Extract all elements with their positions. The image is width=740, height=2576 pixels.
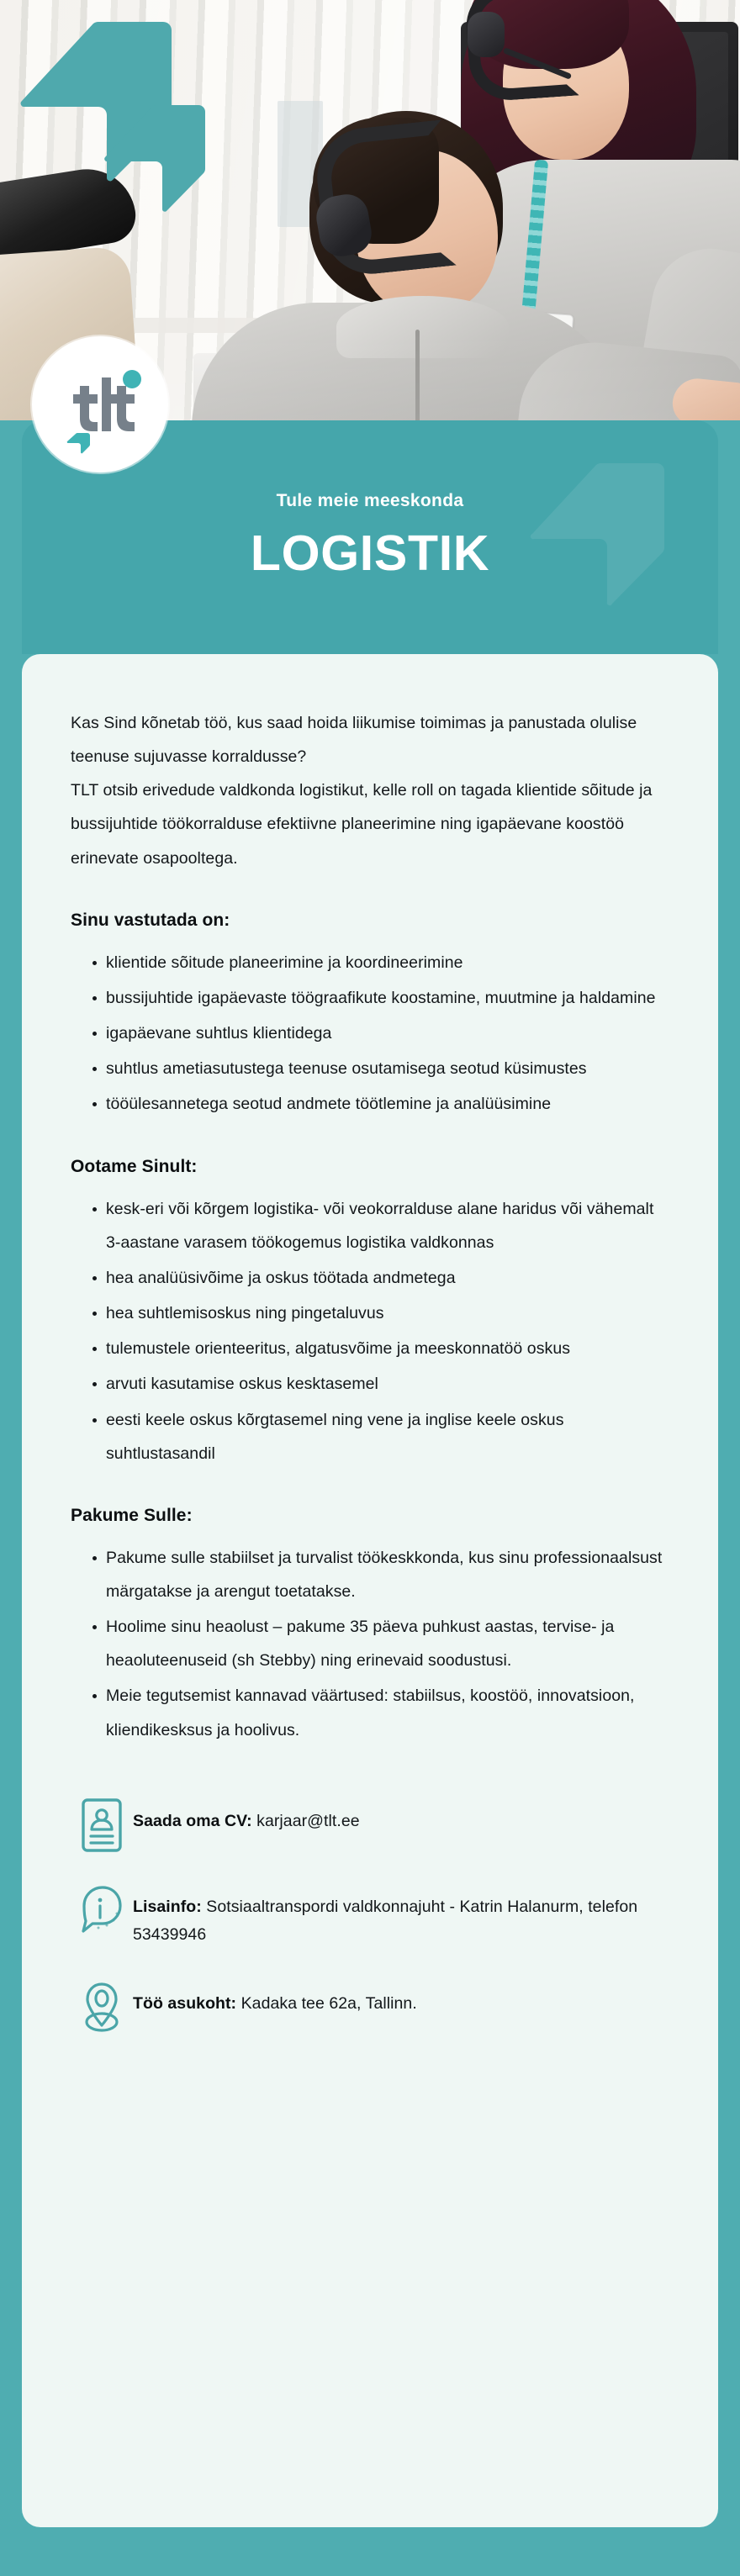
list-item: bussijuhtide igapäevaste töögraafikute koostamine, muutmine ja haldamine [92, 981, 669, 1015]
contact-value[interactable]: karjaar@tlt.ee [256, 1811, 360, 1830]
contact-label: Saada oma CV: [133, 1811, 252, 1830]
contact-block [71, 1796, 669, 2035]
contact-value: Kadaka tee 62a, Tallinn. [240, 1993, 417, 2013]
list-item: hea analüüsivõime ja oskus töötada andmetega [92, 1261, 669, 1295]
contact-label: Lisainfo: [133, 1897, 202, 1916]
list-item: Pakume sulle stabiilset ja turvalist töökeskkonda, kus sinu professionaalsust märgatakse ja arengut toetatakse. [92, 1541, 669, 1608]
header-kicker: Tule meie meeskonda [276, 491, 464, 510]
contact-value: Sotsiaaltranspordi valdkonnajuht - Katrin Halanurm, telefon 53439946 [133, 1897, 638, 1945]
tlt-logo-icon [50, 354, 151, 455]
requirements-list [71, 1192, 669, 1470]
list-item: tööülesannetega seotud andmete töötlemine ja analüüsimine [92, 1087, 669, 1121]
list-item: kesk-eri või kõrgem logistika- või veokorralduse alane haridus või vähemalt 3-aastane varasem töökogemus logistika valdkonnas [92, 1192, 669, 1259]
contact-text-location [133, 1978, 669, 2019]
list-item: arvuti kasutamise oskus kesktasemel [92, 1367, 669, 1401]
section-heading-responsibilities: Sinu vastutada on: [71, 910, 230, 930]
contact-text-info [133, 1882, 669, 1950]
contact-row-location [71, 1978, 669, 2035]
contact-text-cv [133, 1796, 669, 1836]
intro-block [71, 706, 669, 875]
intro-paragraph-2: TLT otsib erivedude valdkonda logistikut, kelle roll on tagada klientide sõitude ja bussijuhtide töökorralduse efektiivne planeerimine ning igapäevane koostöö erinevate osapooltega. [71, 781, 653, 868]
list-item: Meie tegutsemist kannavad väärtused: stabiilsus, koostöö, innovatsioon, kliendikesksus ja hoolivus. [92, 1679, 669, 1746]
list-item: Hoolime sinu heaolust – pakume 35 päeva puhkust aastas, tervise- ja heaoluteenuseid (sh Stebby) ning erinevaid soodustusi. [92, 1610, 669, 1677]
contact-row-info [71, 1882, 669, 1950]
contact-label: Töö asukoht: [133, 1993, 237, 2013]
list-item: tulemustele orienteeritus, algatusvõime ja meeskonnatöö oskus [92, 1332, 669, 1365]
responsibilities-list [71, 946, 669, 1122]
section-heading-offer: Pakume Sulle: [71, 1505, 193, 1525]
map-pin-icon [71, 1978, 133, 2035]
list-item: suhtlus ametiasutustega teenuse osutamisega seotud küsimustes [92, 1052, 669, 1085]
brand-arrow-small-icon [101, 103, 210, 224]
section-heading-requirements: Ootame Sinult: [71, 1156, 198, 1176]
offer-list [71, 1541, 669, 1747]
list-item: hea suhtlemisoskus ning pingetaluvus [92, 1296, 669, 1330]
list-item: klientide sõitude planeerimine ja koordineerimine [92, 946, 669, 979]
page-title: LOGISTIK [250, 525, 490, 581]
contact-row-cv [71, 1796, 669, 1853]
tlt-logo-badge [32, 336, 168, 472]
info-bubble-icon [71, 1882, 133, 1935]
intro-paragraph-1: Kas Sind kõnetab töö, kus saad hoida liikumise toimimas ja panustada olulise teenuse sujuvasse korraldusse? [71, 714, 637, 767]
list-item: igapäevane suhtlus klientidega [92, 1016, 669, 1050]
content-card [22, 654, 718, 2527]
cv-card-icon [71, 1796, 133, 1853]
list-item: eesti keele oskus kõrgtasemel ning vene ja inglise keele oskus suhtlustasandil [92, 1403, 669, 1470]
